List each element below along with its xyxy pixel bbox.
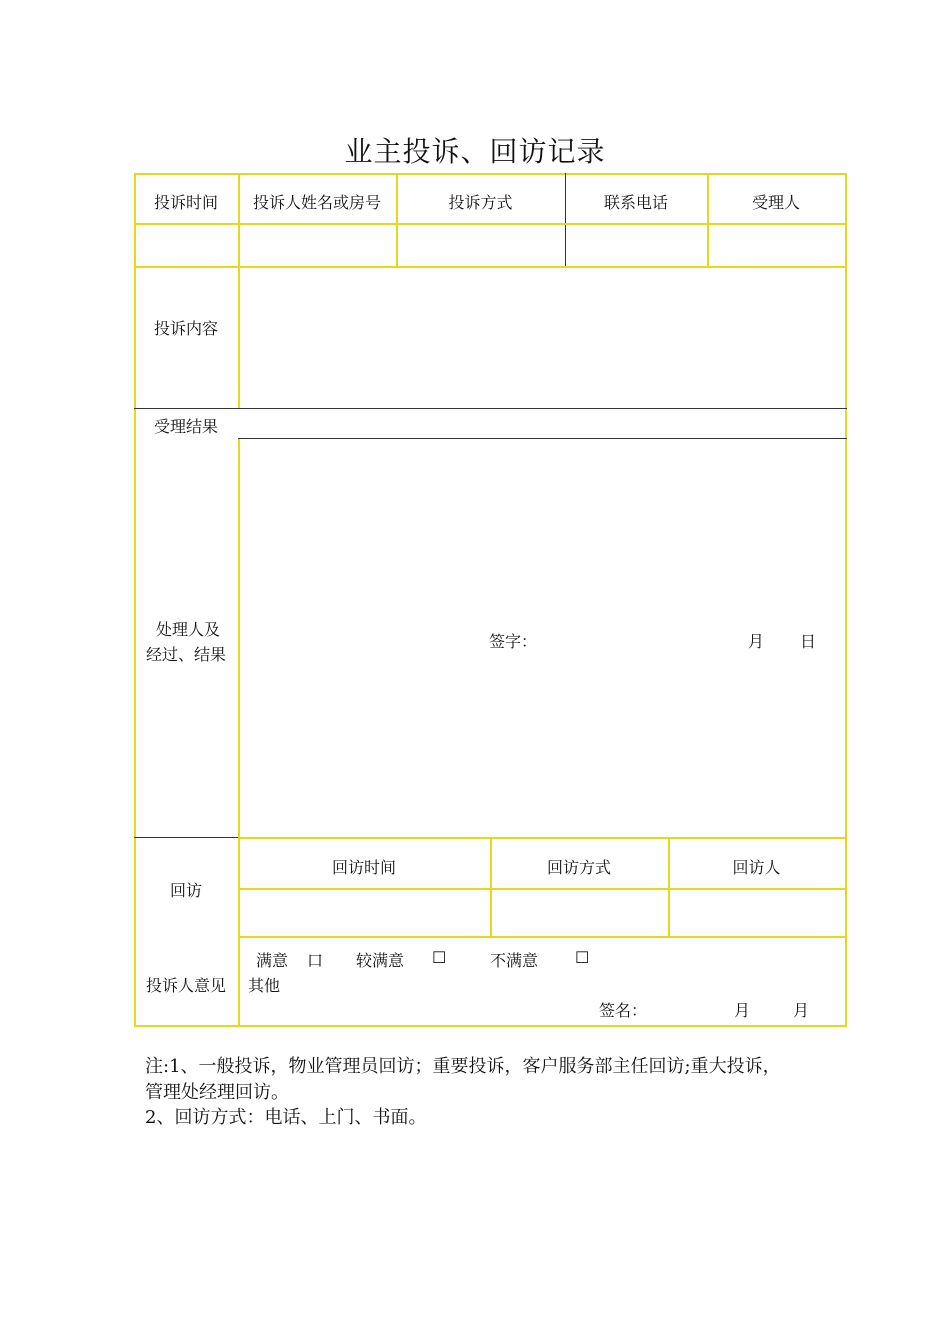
label-handling-result: 受理结果 (153, 417, 218, 436)
opinion-month-1: 月 (734, 1001, 751, 1020)
option-fairly-satisfied-label: 较满意 (356, 951, 405, 970)
header-complaint-time: 投诉时间 (153, 193, 218, 212)
note-line-1: 注:1、一般投诉，物业管理员回访；重要投诉，客户服务部主任回访;重大投诉， (145, 1056, 781, 1077)
header-receiver: 受理人 (751, 193, 800, 212)
header-name-room: 投诉人姓名或房号 (252, 193, 381, 212)
complaint-form-table (134, 173, 847, 1027)
header-phone: 联系电话 (603, 193, 668, 212)
note-line-3: 2、回访方式：电话、上门、书面。 (145, 1107, 427, 1128)
opinion-sign-label: 签名： (599, 1001, 648, 1020)
note-line-2: 管理处经理回访。 (145, 1082, 289, 1103)
revisit-method-header: 回访方式 (546, 858, 611, 877)
revisit-person-header: 回访人 (732, 858, 781, 877)
process-month: 月 (748, 632, 765, 651)
label-complainant-opinion: 投诉人意见 (145, 976, 226, 995)
label-handler-line1: 处理人及 (155, 620, 220, 639)
label-revisit: 回访 (169, 881, 202, 900)
option-fairly-satisfied-checkbox[interactable]: ☐ (432, 948, 447, 967)
label-handler-line2: 经过、结果 (145, 645, 226, 664)
process-sign-label: 签字： (489, 632, 538, 651)
option-other-label: 其他 (248, 976, 281, 995)
option-unsatisfied-label: 不满意 (490, 951, 539, 970)
process-day: 日 (800, 632, 817, 651)
label-complaint-content: 投诉内容 (153, 319, 218, 338)
page-title: 业主投诉、回访记录 (344, 135, 606, 168)
opinion-month-2: 月 (793, 1001, 810, 1020)
option-satisfied-checkbox[interactable]: 口 (307, 951, 324, 970)
revisit-time-header: 回访时间 (331, 858, 396, 877)
option-unsatisfied-checkbox[interactable]: ☐ (575, 948, 590, 967)
option-satisfied-label: 满意 (256, 951, 289, 970)
header-complaint-method: 投诉方式 (448, 193, 513, 212)
